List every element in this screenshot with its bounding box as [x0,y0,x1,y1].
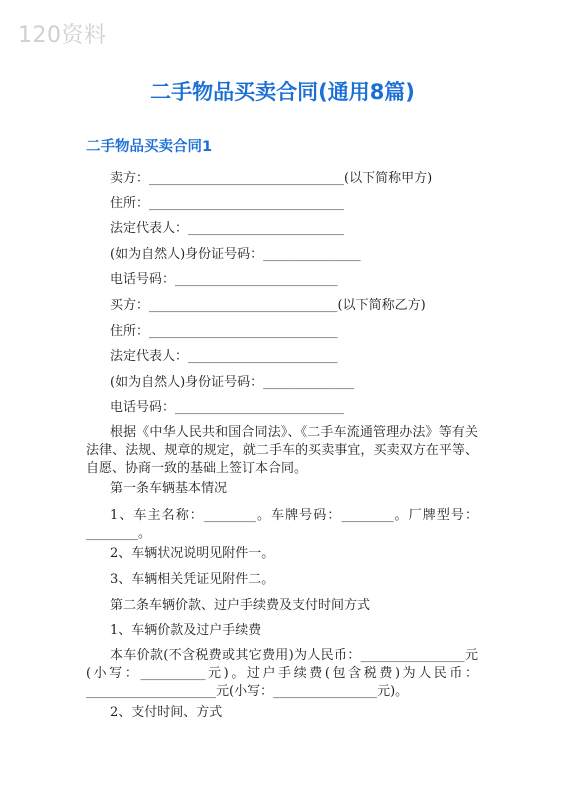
seller-line: 卖方：______________________________(以下简称甲方) [110,171,433,186]
section-heading: 二手物品买卖合同1 [86,139,213,155]
buyer-address-line: 住所：_____________________________ [110,324,338,339]
article-2-item-2: 2、支付时间、方式 [110,705,223,720]
document-title: 二手物品买卖合同(通用8篇) [150,80,415,104]
seller-id-line: (如为自然人)身份证号码：_______________ [110,247,361,262]
article-2-item-1: 1、车辆价款及过户手续费 [110,623,262,638]
buyer-line: 买方：_____________________________(以下简称乙方) [110,298,426,313]
law-basis-paragraph: 根据《中华人民共和国合同法》、《二手车流通管理办法》等有关法律、法规、规章的规定，就二手车的买卖事宜，买卖双方在平等、自愿、协商一致的基础上签订本合同。 [86,425,478,476]
buyer-phone-line: 电话号码：__________________________ [110,400,345,415]
price-paragraph: 本车价款(不含税费或其它费用)为人民币：________________元(小写：__________元)。过户手续费(包含税费)为人民币：____________________元(小写：________________元)。 [86,648,478,699]
seller-legal-rep-line: 法定代表人：________________________ [110,221,345,236]
article-1-item-1: 1、车主名称：________。车牌号码：________。厂牌型号：________。 [86,508,478,541]
buyer-id-line: (如为自然人)身份证号码：______________ [110,375,355,390]
seller-address-line: 住所：______________________________ [110,196,345,211]
article-1-item-2: 2、车辆状况说明见附件一。 [110,546,275,561]
article-1-item-3: 3、车辆相关凭证见附件二。 [110,572,275,587]
article-1-title: 第一条车辆基本情况 [110,481,228,496]
buyer-legal-rep-line: 法定代表人：_______________________ [110,349,338,364]
seller-phone-line: 电话号码：_________________________ [110,272,338,287]
article-2-title: 第二条车辆价款、过户手续费及支付时间方式 [110,598,371,613]
watermark: 120资料 [18,23,107,48]
